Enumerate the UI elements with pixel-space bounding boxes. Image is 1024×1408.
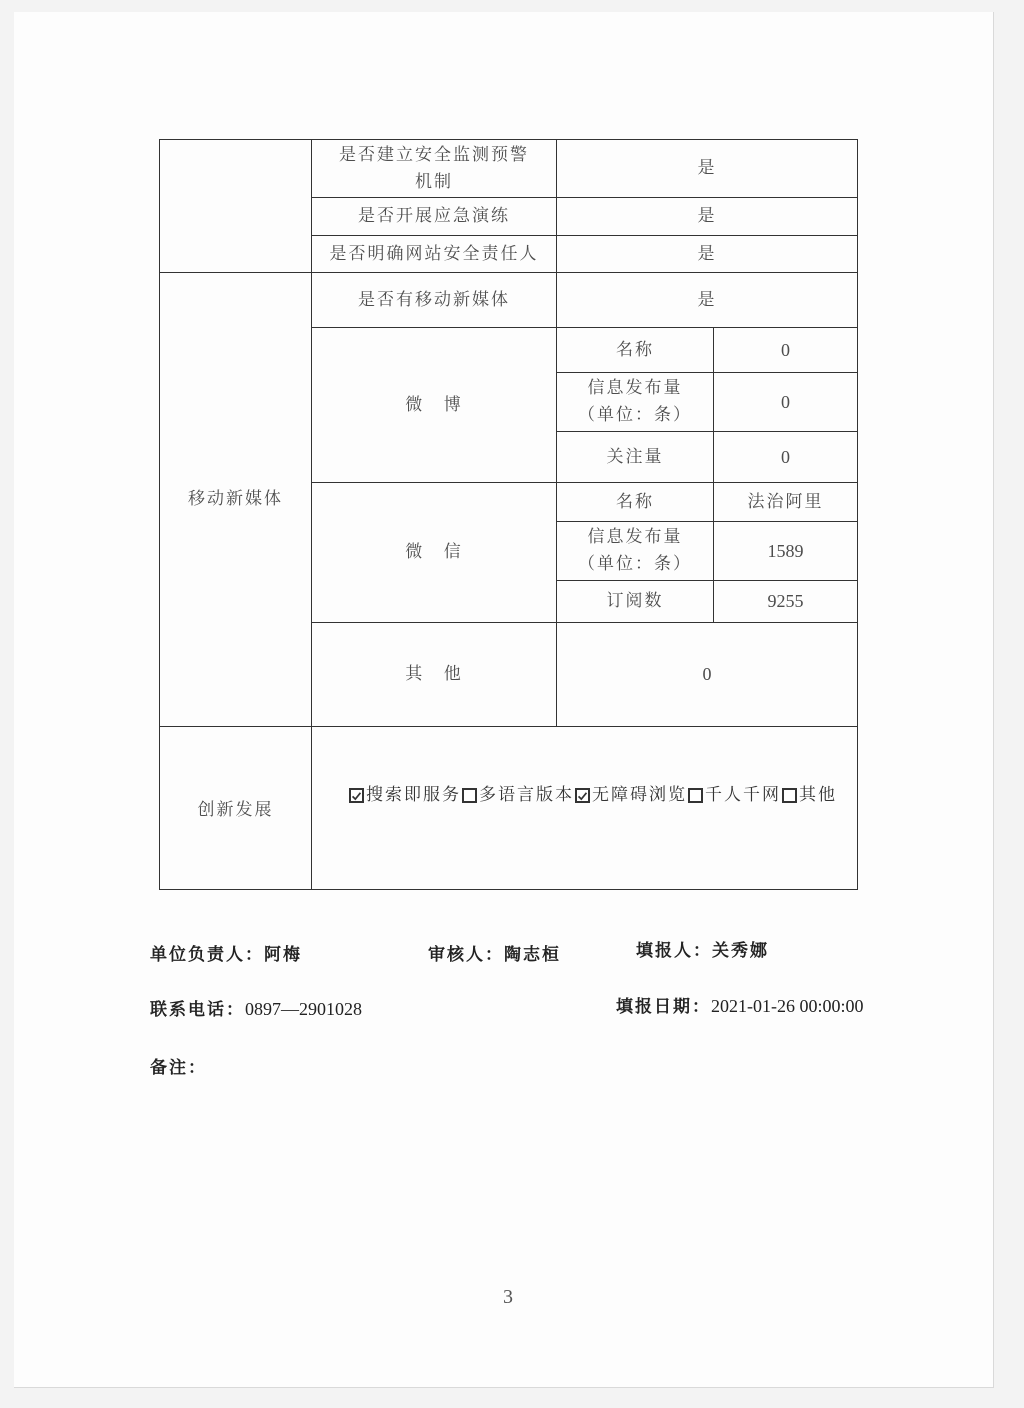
has-mobile-media-value: 是 (697, 289, 717, 310)
weibo-name-value-cell (714, 328, 858, 373)
monitoring-warning-label-cell (312, 140, 557, 198)
has-mobile-media-label: 是否有移动新媒体 (358, 289, 510, 310)
other-media-label-cell (312, 623, 557, 727)
security-owner-value: 是 (697, 243, 717, 264)
innovation-section-cell (160, 727, 312, 890)
page-number: 3 (503, 1286, 513, 1308)
checkbox-other (782, 788, 797, 803)
checkbox-personalized (688, 788, 703, 803)
has-mobile-media-label-cell (312, 273, 557, 328)
checkbox-search-service (349, 788, 364, 803)
checkbox-accessibility (575, 788, 590, 803)
weixin-subscribers-label-cell (557, 581, 714, 623)
emergency-drill-value-cell (557, 198, 858, 236)
checkmark-icon (351, 790, 362, 802)
option-label-search-service: 搜索即服务 (366, 785, 461, 805)
weixin-label: 微 信 (405, 542, 463, 562)
weibo-label: 微 博 (405, 394, 463, 415)
option-label-personalized: 千人千网 (705, 785, 781, 805)
remarks (150, 1057, 207, 1079)
weibo-followers-label-cell (557, 432, 714, 483)
innovation-section-label: 创新发展 (197, 799, 274, 820)
weibo-name-label-cell (557, 328, 714, 373)
weibo-followers-value: 0 (781, 446, 790, 467)
reviewer-label: 审核人： (428, 945, 504, 965)
fill-date (616, 995, 864, 1018)
other-media-label: 其 他 (405, 664, 463, 684)
security-owner-label: 是否明确网站安全责任人 (329, 243, 539, 264)
security-section-cell (160, 140, 312, 273)
weixin-subscribers-label: 订阅数 (606, 591, 664, 611)
weixin-name-value-cell (714, 483, 858, 522)
weibo-label-cell (312, 328, 557, 483)
emergency-drill-value: 是 (697, 206, 717, 226)
checkmark-icon (577, 790, 588, 802)
emergency-drill-label-cell (312, 198, 557, 236)
remarks-label: 备注： (150, 1058, 207, 1078)
weibo-posts-label: 信息发布量 (587, 378, 683, 398)
weixin-name-label: 名称 (616, 491, 654, 512)
emergency-drill-label: 是否开展应急演练 (358, 206, 510, 226)
weibo-name-label: 名称 (616, 339, 654, 360)
checkbox-multilingual (462, 788, 477, 803)
security-owner-label-cell (312, 236, 557, 273)
weibo-posts-unit: （单位：条） (578, 405, 692, 425)
security-owner-value-cell (557, 236, 858, 273)
report-table (159, 139, 858, 890)
has-mobile-media-value-cell (557, 273, 858, 328)
monitoring-warning-label: 是否建立安全监测预警机制 (339, 144, 529, 192)
option-label-other: 其他 (799, 785, 837, 805)
weixin-label-cell (312, 483, 557, 623)
weibo-posts-value: 0 (781, 391, 790, 412)
mobile-media-section-cell (160, 273, 312, 727)
innovation-options-cell (312, 727, 858, 890)
reviewer-value: 陶志桓 (504, 945, 561, 965)
unit-head-label: 单位负责人： (150, 945, 264, 965)
weixin-posts-value: 1589 (767, 540, 804, 561)
weibo-followers-label: 关注量 (606, 446, 664, 467)
option-label-accessibility: 无障碍浏览 (592, 785, 687, 805)
mobile-media-section-label: 移动新媒体 (188, 489, 283, 509)
unit-head-value: 阿梅 (264, 945, 302, 965)
unit-head (150, 944, 302, 966)
weixin-subscribers-value-cell (714, 581, 858, 623)
fill-date-value: 2021-01-26 00:00:00 (711, 996, 864, 1016)
weixin-name-label-cell (557, 483, 714, 522)
contact-phone-value: 0897—2901028 (245, 999, 362, 1019)
weixin-posts-value-cell (714, 522, 858, 581)
weixin-name-value: 法治阿里 (747, 491, 824, 512)
weixin-posts-label: 信息发布量 (587, 527, 683, 547)
option-label-multilingual: 多语言版本 (479, 785, 574, 805)
reviewer (428, 944, 561, 966)
contact-phone (150, 998, 362, 1021)
filler-label: 填报人： (636, 941, 712, 961)
other-media-value-cell (557, 623, 858, 727)
other-media-value: 0 (702, 664, 712, 684)
innovation-options (349, 782, 838, 809)
weibo-name-value: 0 (781, 339, 790, 360)
monitoring-warning-value-cell (557, 140, 858, 198)
weixin-posts-unit: （单位：条） (578, 554, 692, 574)
weixin-subscribers-value: 9255 (767, 591, 804, 611)
filler-value: 关秀娜 (712, 941, 769, 961)
weibo-followers-value-cell (714, 432, 858, 483)
fill-date-label: 填报日期： (616, 997, 711, 1017)
weixin-posts-label-cell (557, 522, 714, 581)
monitoring-warning-value: 是 (697, 158, 717, 178)
weibo-posts-label-cell (557, 373, 714, 432)
contact-phone-label: 联系电话： (150, 1000, 245, 1020)
weibo-posts-value-cell (714, 373, 858, 432)
filler (636, 940, 769, 962)
